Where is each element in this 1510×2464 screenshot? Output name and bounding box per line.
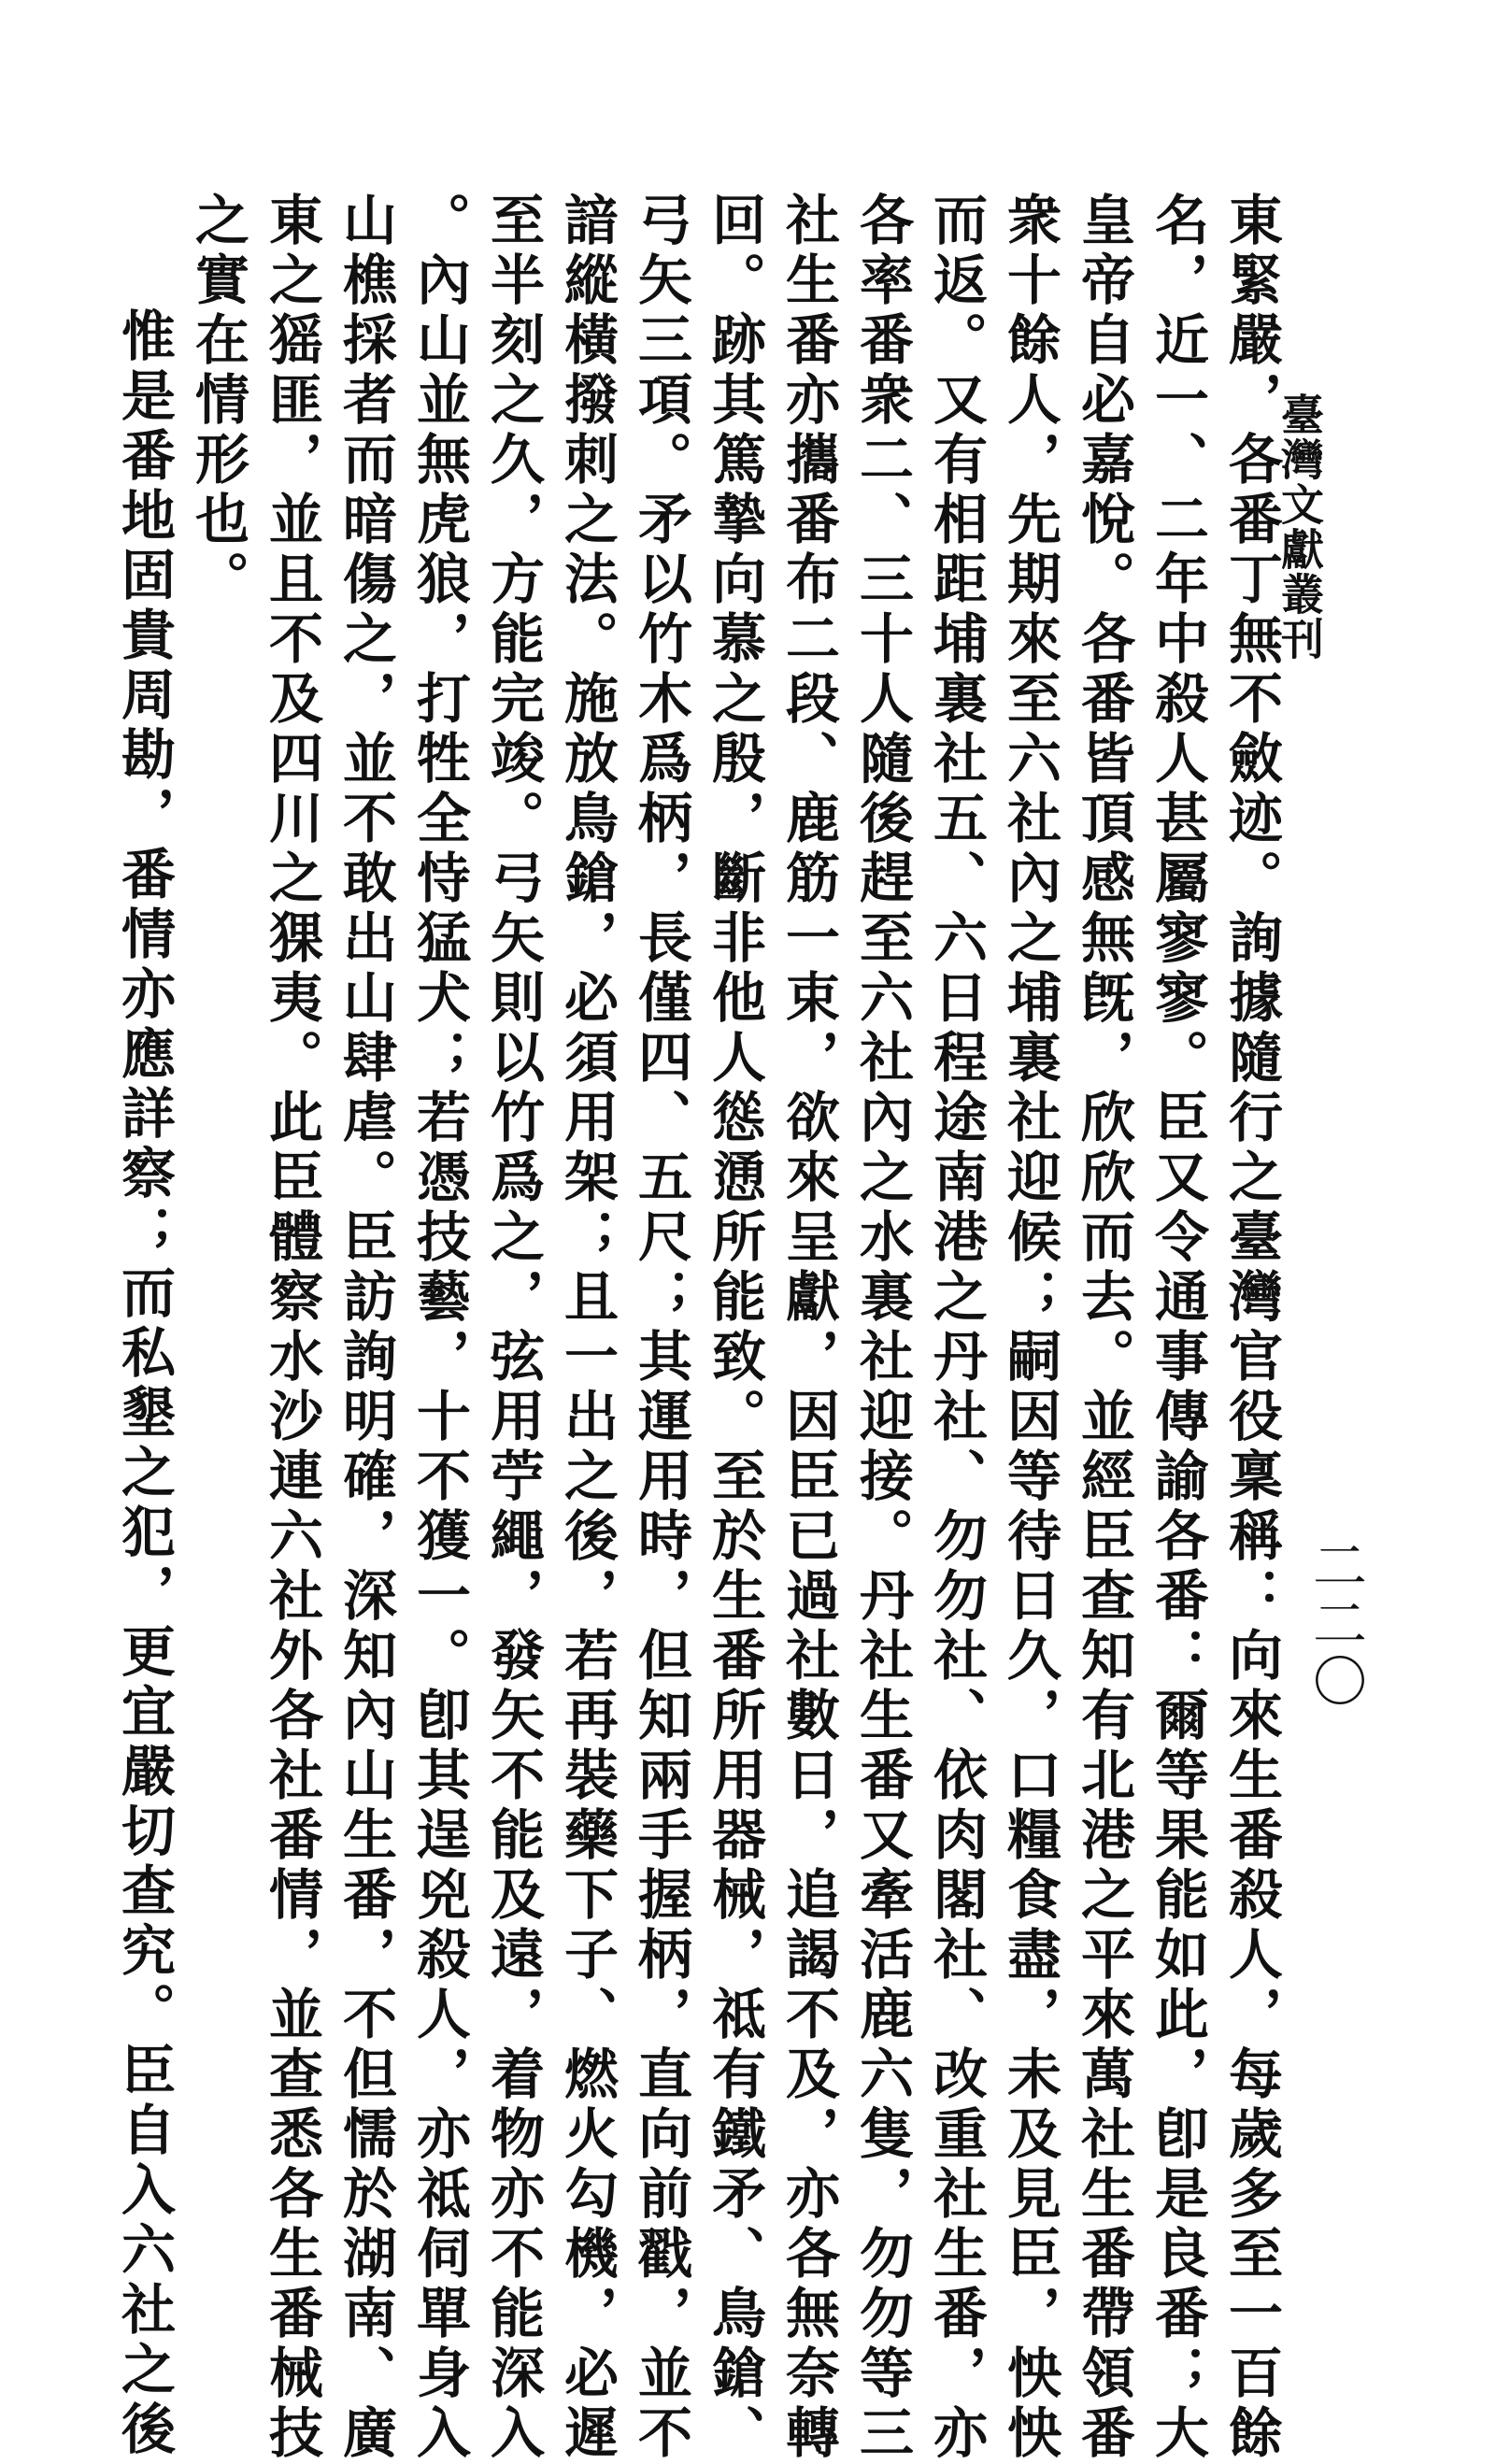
text-column-13: 山樵採者而暗傷之，並不敢出山肆虐。臣訪詢明確，深知內山生番，不但懦於湖南、廣 [334,192,397,2464]
text-column-5: 而返。又有相距埔裏社五、六日程途南港之丹社、勿勿社、依肉閣社、改重社生番，亦 [924,192,988,2464]
text-column-16: 惟是番地固貴周勘，番情亦應詳察；而私墾之犯，更宜嚴切查究。臣自入六社之後 [112,307,176,2460]
text-column-8: 回。跡其篤摯向慕之殷，斷非他人慫慂所能致。至於生番所用器械，祗有鐵矛、鳥鎗、 [703,192,766,2464]
text-column-3: 皇帝自必嘉悅。各番皆頂感無旣，欣欣而去。並經臣查知有北港之平來萬社生番帶領番 [1072,192,1135,2464]
text-column-7: 社生番亦攜番布二段、鹿筋一束，欲來呈獻，因臣已過社數日，追謁不及，亦各無奈轉 [776,192,840,2464]
text-column-1: 東緊嚴，各番丁無不斂迹。詢據隨行之臺灣官役稟稱：向來生番殺人，每歲多至一百餘 [1219,192,1283,2464]
text-column-10: 諳縱橫撥刺之法。施放鳥鎗，必須用架；且一出之後，若再裝藥下子、燃火勾機，必遲 [555,192,619,2464]
text-column-15: 之實在情形也。 [186,192,249,610]
text-column-11: 至半刻之久，方能完竣。弓矢則以竹爲之，弦用苧繩，發矢不能及遠，着物亦不能深入 [481,192,545,2464]
text-column-2: 名，近一、二年中殺人甚屬寥寥。臣又令通事傳諭各番：爾等果能如此，卽是良番；大 [1146,192,1209,2464]
text-column-4: 衆十餘人，先期來至六社內之埔裏社迎候；嗣因等待日久，口糧食盡，未及見臣，怏怏 [998,192,1061,2464]
text-column-12: 。內山並無虎狼，打牲全恃猛犬；若憑技藝，十不獲一。卽其逞兇殺人，亦祗伺單身入 [407,192,471,2464]
page-number: 二二〇 [1303,1537,1367,1711]
text-column-6: 各率番衆二、三十人隨後趕至六社內之水裏社迎接。丹社生番又牽活鹿六隻，勿勿等三 [850,192,914,2464]
text-column-14: 東之猺匪，並且不及四川之猓夷。此臣體察水沙連六社外各社番情，並查悉各生番械技 [260,192,323,2464]
body-text [107,192,1288,2464]
running-header-title: 臺灣文獻叢刊 [1275,392,1325,662]
text-column-9: 弓矢三項。矛以竹木爲柄，長僅四、五尺；其運用時，但知兩手握柄，直向前戳，並不 [629,192,692,2464]
